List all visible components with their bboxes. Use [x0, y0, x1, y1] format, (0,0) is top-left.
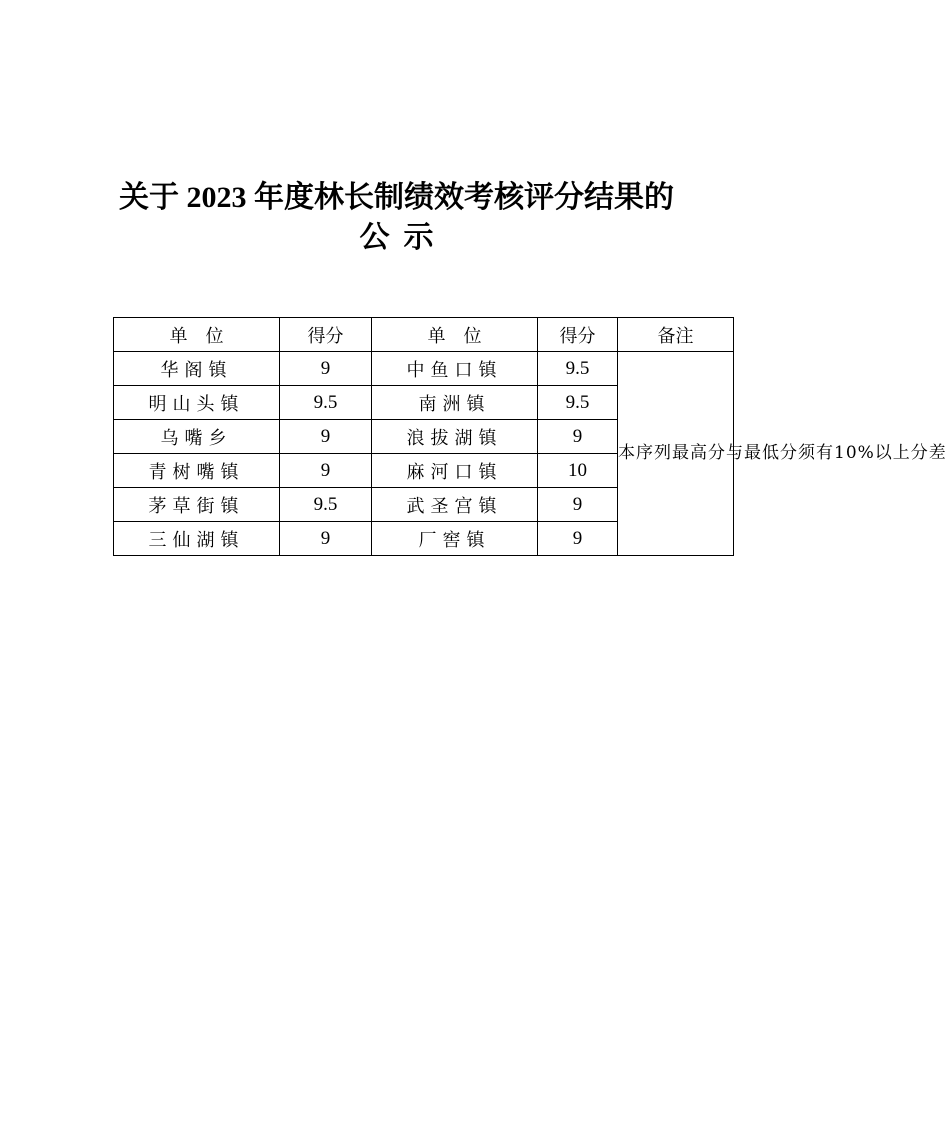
header-score-left: 得分 — [280, 318, 372, 352]
remark-cell: 本序列最高分与最低分须有10%以上分差 — [618, 352, 734, 556]
score-cell: 9 — [538, 488, 618, 522]
score-cell: 9.5 — [280, 488, 372, 522]
unit-cell: 明山头镇 — [114, 386, 280, 420]
unit-cell: 厂窖镇 — [372, 522, 538, 556]
score-cell: 9 — [538, 420, 618, 454]
header-unit-right: 单 位 — [372, 318, 538, 352]
score-cell: 9 — [280, 454, 372, 488]
score-cell: 9.5 — [538, 386, 618, 420]
score-cell: 9 — [538, 522, 618, 556]
score-cell: 9.5 — [280, 386, 372, 420]
unit-cell: 中鱼口镇 — [372, 352, 538, 386]
unit-cell: 浪拔湖镇 — [372, 420, 538, 454]
unit-cell: 华阁镇 — [114, 352, 280, 386]
table-row — [114, 352, 734, 386]
page-title: 关于 2023 年度林长制绩效考核评分结果的 — [119, 181, 674, 214]
unit-cell: 青树嘴镇 — [114, 454, 280, 488]
header-remark: 备注 — [618, 318, 734, 352]
table-header-row — [114, 318, 734, 352]
unit-cell: 三仙湖镇 — [114, 522, 280, 556]
score-cell: 9.5 — [538, 352, 618, 386]
unit-cell: 武圣宫镇 — [372, 488, 538, 522]
unit-cell: 麻河口镇 — [372, 454, 538, 488]
score-cell: 10 — [538, 454, 618, 488]
score-cell: 9 — [280, 352, 372, 386]
header-score-right: 得分 — [538, 318, 618, 352]
score-cell: 9 — [280, 522, 372, 556]
score-table — [113, 317, 947, 556]
unit-cell: 乌嘴乡 — [114, 420, 280, 454]
page-subtitle: 公示 — [359, 221, 448, 254]
score-cell: 9 — [280, 420, 372, 454]
unit-cell: 南洲镇 — [372, 386, 538, 420]
unit-cell: 茅草街镇 — [114, 488, 280, 522]
header-unit-left: 单 位 — [114, 318, 280, 352]
